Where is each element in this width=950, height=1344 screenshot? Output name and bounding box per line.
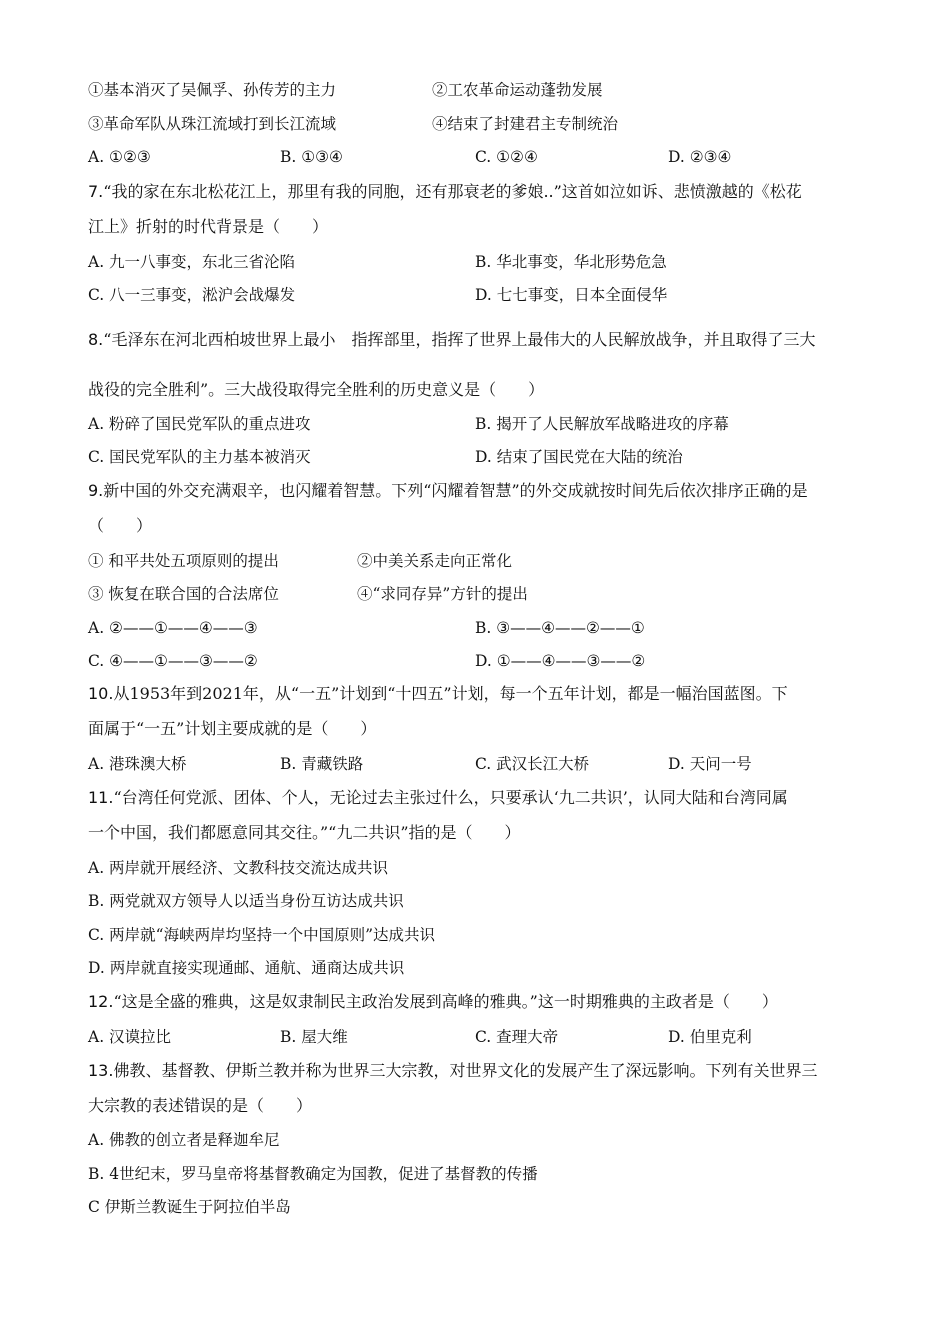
q10-option-b: B. 青藏铁路 — [280, 755, 364, 773]
q7-stem-line-2: 江上》折射的时代背景是（ ） — [88, 217, 329, 236]
q13-stem-line-1: 13.佛教、基督教、伊斯兰教并称为世界三大宗教，对世界文化的发展产生了深远影响。下列有关世界三 — [88, 1061, 818, 1080]
q9-option-a: A. ②——①——④——③ — [88, 619, 258, 637]
q11-option-c: C. 两岸就“海峡两岸均坚持一个中国原则”达成共识 — [88, 926, 436, 944]
q7-option-b: B. 华北事变，华北形势危急 — [475, 253, 667, 271]
q7-stem-line-1: 7.“我的家在东北松花江上，那里有我的同胞，还有那衰老的爹娘..”这首如泣如诉、悲愤激越的《松花 — [88, 182, 802, 201]
q8-option-b: B. 揭开了人民解放军战略进攻的序幕 — [475, 415, 729, 433]
q11-option-b: B. 两党就双方领导人以适当身份互访达成共识 — [88, 892, 404, 910]
q12-option-b: B. 屋大维 — [280, 1028, 348, 1046]
q10-stem-line-1: 10.从1953年到2021年，从“一五”计划到“十四五”计划，每一个五年计划，都是一幅治国蓝图。下 — [88, 684, 788, 703]
q12-stem-line-1: 12.“这是全盛的雅典，这是奴隶制民主政治发展到高峰的雅典。”这一时期雅典的主政者是（ ） — [88, 992, 778, 1011]
q8-option-a: A. 粉碎了国民党军队的重点进攻 — [88, 415, 311, 433]
q13-option-a: A. 佛教的创立者是释迦牟尼 — [88, 1131, 280, 1149]
q11-number: 11. — [88, 788, 114, 807]
q6-option-a: A. ①②③ — [88, 148, 151, 166]
q8-stem-line-2: 战役的完全胜利”。三大战役取得完全胜利的历史意义是（ ） — [88, 380, 545, 399]
q8-option-c: C. 国民党军队的主力基本被消灭 — [88, 448, 311, 466]
q7-option-a: A. 九一八事变，东北三省沦陷 — [88, 253, 296, 271]
q9-number: 9. — [88, 481, 104, 500]
q9-stem-line-2: （ ） — [88, 516, 153, 535]
q12-number: 12. — [88, 992, 114, 1011]
q12-option-a: A. 汉谟拉比 — [88, 1028, 172, 1046]
q8-number: 8. — [88, 330, 104, 349]
q9-option-d: D. ①——④——③——② — [475, 652, 646, 670]
q11-stem-line-1: 11.“台湾任何党派、团体、个人，无论过去主张过什么，只要承认‘九二共识’，认同大陆和台湾同属 — [88, 788, 788, 807]
q6-item-3: ③革命军队从珠江流域打到长江流域 — [88, 115, 337, 133]
q10-number: 10. — [88, 684, 114, 703]
q13-number: 13. — [88, 1061, 114, 1080]
q12-option-d: D. 伯里克利 — [668, 1028, 752, 1046]
q11-option-d: D. 两岸就直接实现通邮、通航、通商达成共识 — [88, 959, 405, 977]
q6-item-4: ④结束了封建君主专制统治 — [432, 115, 619, 133]
q10-stem-line-2: 面属于“一五”计划主要成就的是（ ） — [88, 719, 377, 738]
q10-option-c: C. 武汉长江大桥 — [475, 755, 590, 773]
q11-option-a: A. 两岸就开展经济、文教科技交流达成共识 — [88, 859, 389, 877]
q9-item-1: ① 和平共处五项原则的提出 — [88, 552, 279, 570]
q9-item-2: ②中美关系走向正常化 — [357, 552, 513, 570]
q8-stem-line-1: 8.“毛泽东在河北西柏坡世界上最小 指挥部里，指挥了世界上最伟大的人民解放战争，并且取得了三大 — [88, 330, 816, 349]
q9-option-b: B. ③——④——②——① — [475, 619, 645, 637]
q6-option-b: B. ①③④ — [280, 148, 343, 166]
q7-option-d: D. 七七事变，日本全面侵华 — [475, 286, 668, 304]
q12-option-c: C. 查理大帝 — [475, 1028, 559, 1046]
q6-item-1: ①基本消灭了吴佩孚、孙传芳的主力 — [88, 81, 337, 99]
q7-number: 7. — [88, 182, 104, 201]
q9-stem-line-1: 9.新中国的外交充满艰辛，也闪耀着智慧。下列“闪耀着智慧”的外交成就按时间先后依次排序正确的是 — [88, 481, 808, 500]
q9-item-4: ④“求同存异”方针的提出 — [357, 585, 528, 603]
q9-item-3: ③ 恢复在联合国的合法席位 — [88, 585, 279, 603]
q9-option-c: C. ④——①——③——② — [88, 652, 258, 670]
q8-option-d: D. 结束了国民党在大陆的统治 — [475, 448, 683, 466]
q7-option-c: C. 八一三事变，淞沪会战爆发 — [88, 286, 296, 304]
q6-option-c: C. ①②④ — [475, 148, 538, 166]
q13-option-c: C 伊斯兰教诞生于阿拉伯半岛 — [88, 1198, 291, 1216]
q13-stem-line-2: 大宗教的表述错误的是（ ） — [88, 1096, 313, 1115]
q11-stem-line-2: 一个中国，我们都愿意同其交往。”“九二共识”指的是（ ） — [88, 823, 521, 842]
q6-item-2: ②工农革命运动蓬勃发展 — [432, 81, 603, 99]
q10-option-a: A. 港珠澳大桥 — [88, 755, 187, 773]
q10-option-d: D. 天问一号 — [668, 755, 752, 773]
q13-option-b: B. 4世纪末，罗马皇帝将基督教确定为国教，促进了基督教的传播 — [88, 1165, 538, 1183]
q6-option-d: D. ②③④ — [668, 148, 732, 166]
